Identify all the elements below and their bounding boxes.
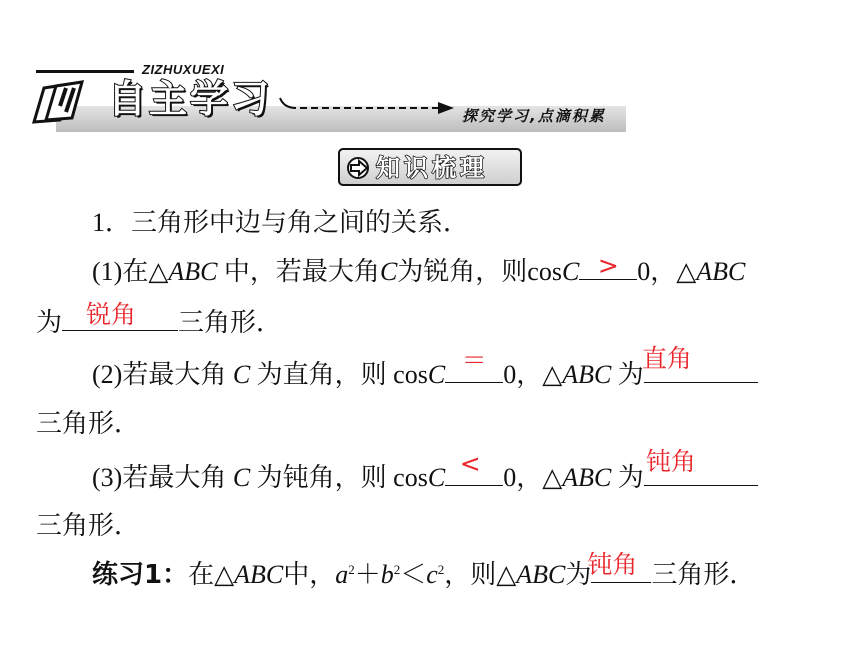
item-1-text: 1．三角形中边与角之间的关系． <box>92 208 470 237</box>
var-c: C <box>561 257 580 286</box>
item-1-heading <box>92 206 469 240</box>
text-segment: 三角形． <box>36 511 141 540</box>
var-c: c <box>426 560 438 589</box>
var-abc: ABC <box>516 560 566 589</box>
exercise-1-line <box>92 550 756 592</box>
exponent: 2 <box>393 562 401 577</box>
var-abc: ABC <box>168 257 218 286</box>
answer-text: 锐角 <box>86 300 137 329</box>
text-segment: ＋ <box>354 560 381 589</box>
dashed-arrow-icon <box>278 96 458 116</box>
arrow-right-icon <box>346 156 372 180</box>
text-segment: 三角形． <box>178 308 283 337</box>
item-1c-line-2 <box>36 509 140 543</box>
text-segment: 三角形． <box>36 409 141 438</box>
text-segment: ＜ <box>400 560 427 589</box>
text-segment: 为锐角，则cos <box>397 257 562 286</box>
answer-text: > <box>597 251 619 280</box>
var-c: C <box>427 360 446 389</box>
section-badge <box>338 148 522 186</box>
var-a: a <box>335 560 349 589</box>
section-badge-label: 知识梳理 <box>376 154 488 182</box>
answer-blank <box>641 344 758 383</box>
answer-text: < <box>459 449 481 478</box>
item-1b-line-1 <box>92 344 758 392</box>
text-segment: 为 <box>36 308 63 337</box>
var-b: b <box>380 560 394 589</box>
answer-blank <box>62 300 178 331</box>
answer-blank <box>587 550 651 583</box>
item-1b-line-2 <box>36 407 140 441</box>
text-segment: 在△ <box>188 560 235 589</box>
text-segment: 0，△ <box>637 257 697 286</box>
text-segment: 三角形． <box>651 560 756 589</box>
banner-pinyin: ZIZHUXUEXI <box>142 62 225 77</box>
text-segment: 0，△ <box>503 463 563 492</box>
exponent: 2 <box>348 562 355 577</box>
text-segment: 0，△ <box>503 360 563 389</box>
var-abc: ABC <box>696 257 746 286</box>
text-segment: 为 <box>611 463 644 492</box>
answer-blank <box>445 449 503 486</box>
item-1c-line-1 <box>92 447 758 495</box>
book-icon <box>30 76 100 128</box>
answer-blank <box>644 447 758 486</box>
var-abc: ABC <box>562 463 612 492</box>
exponent: 2 <box>437 562 445 577</box>
answer-text: 直角 <box>641 344 692 373</box>
var-abc: ABC <box>234 560 284 589</box>
var-abc: ABC <box>562 360 612 389</box>
text-segment: 为 <box>611 360 644 389</box>
answer-text: ＝ <box>461 346 487 375</box>
text-segment: 中，若最大角 <box>217 257 380 286</box>
text-segment: 为钝角，则 cos <box>250 463 428 492</box>
text-segment: (1)在△ <box>92 257 169 286</box>
section-header-banner <box>30 62 630 140</box>
text-segment: (3)若最大角 <box>92 463 233 492</box>
text-segment: 中， <box>283 560 336 589</box>
answer-blank <box>445 346 503 383</box>
answer-blank <box>579 253 637 280</box>
var-c: C <box>427 463 446 492</box>
item-1a-line-1 <box>92 253 745 289</box>
banner-top-rule <box>36 70 134 73</box>
answer-text: 钝角 <box>587 550 638 579</box>
banner-title: 自主学习 <box>108 77 273 121</box>
banner-subtitle: 探究学习,点滴积累 <box>462 107 606 125</box>
answer-text: 钝角 <box>645 447 696 476</box>
text-segment: 为直角，则 cos <box>250 360 428 389</box>
item-1a-line-2 <box>36 300 283 340</box>
text-segment: ，则△ <box>444 560 517 589</box>
var-c: C <box>232 360 251 389</box>
text-segment: 为 <box>565 560 592 589</box>
var-c: C <box>379 257 398 286</box>
var-c: C <box>232 463 251 492</box>
text-segment: (2)若最大角 <box>92 360 233 389</box>
exercise-label: 练习1： <box>92 560 189 590</box>
